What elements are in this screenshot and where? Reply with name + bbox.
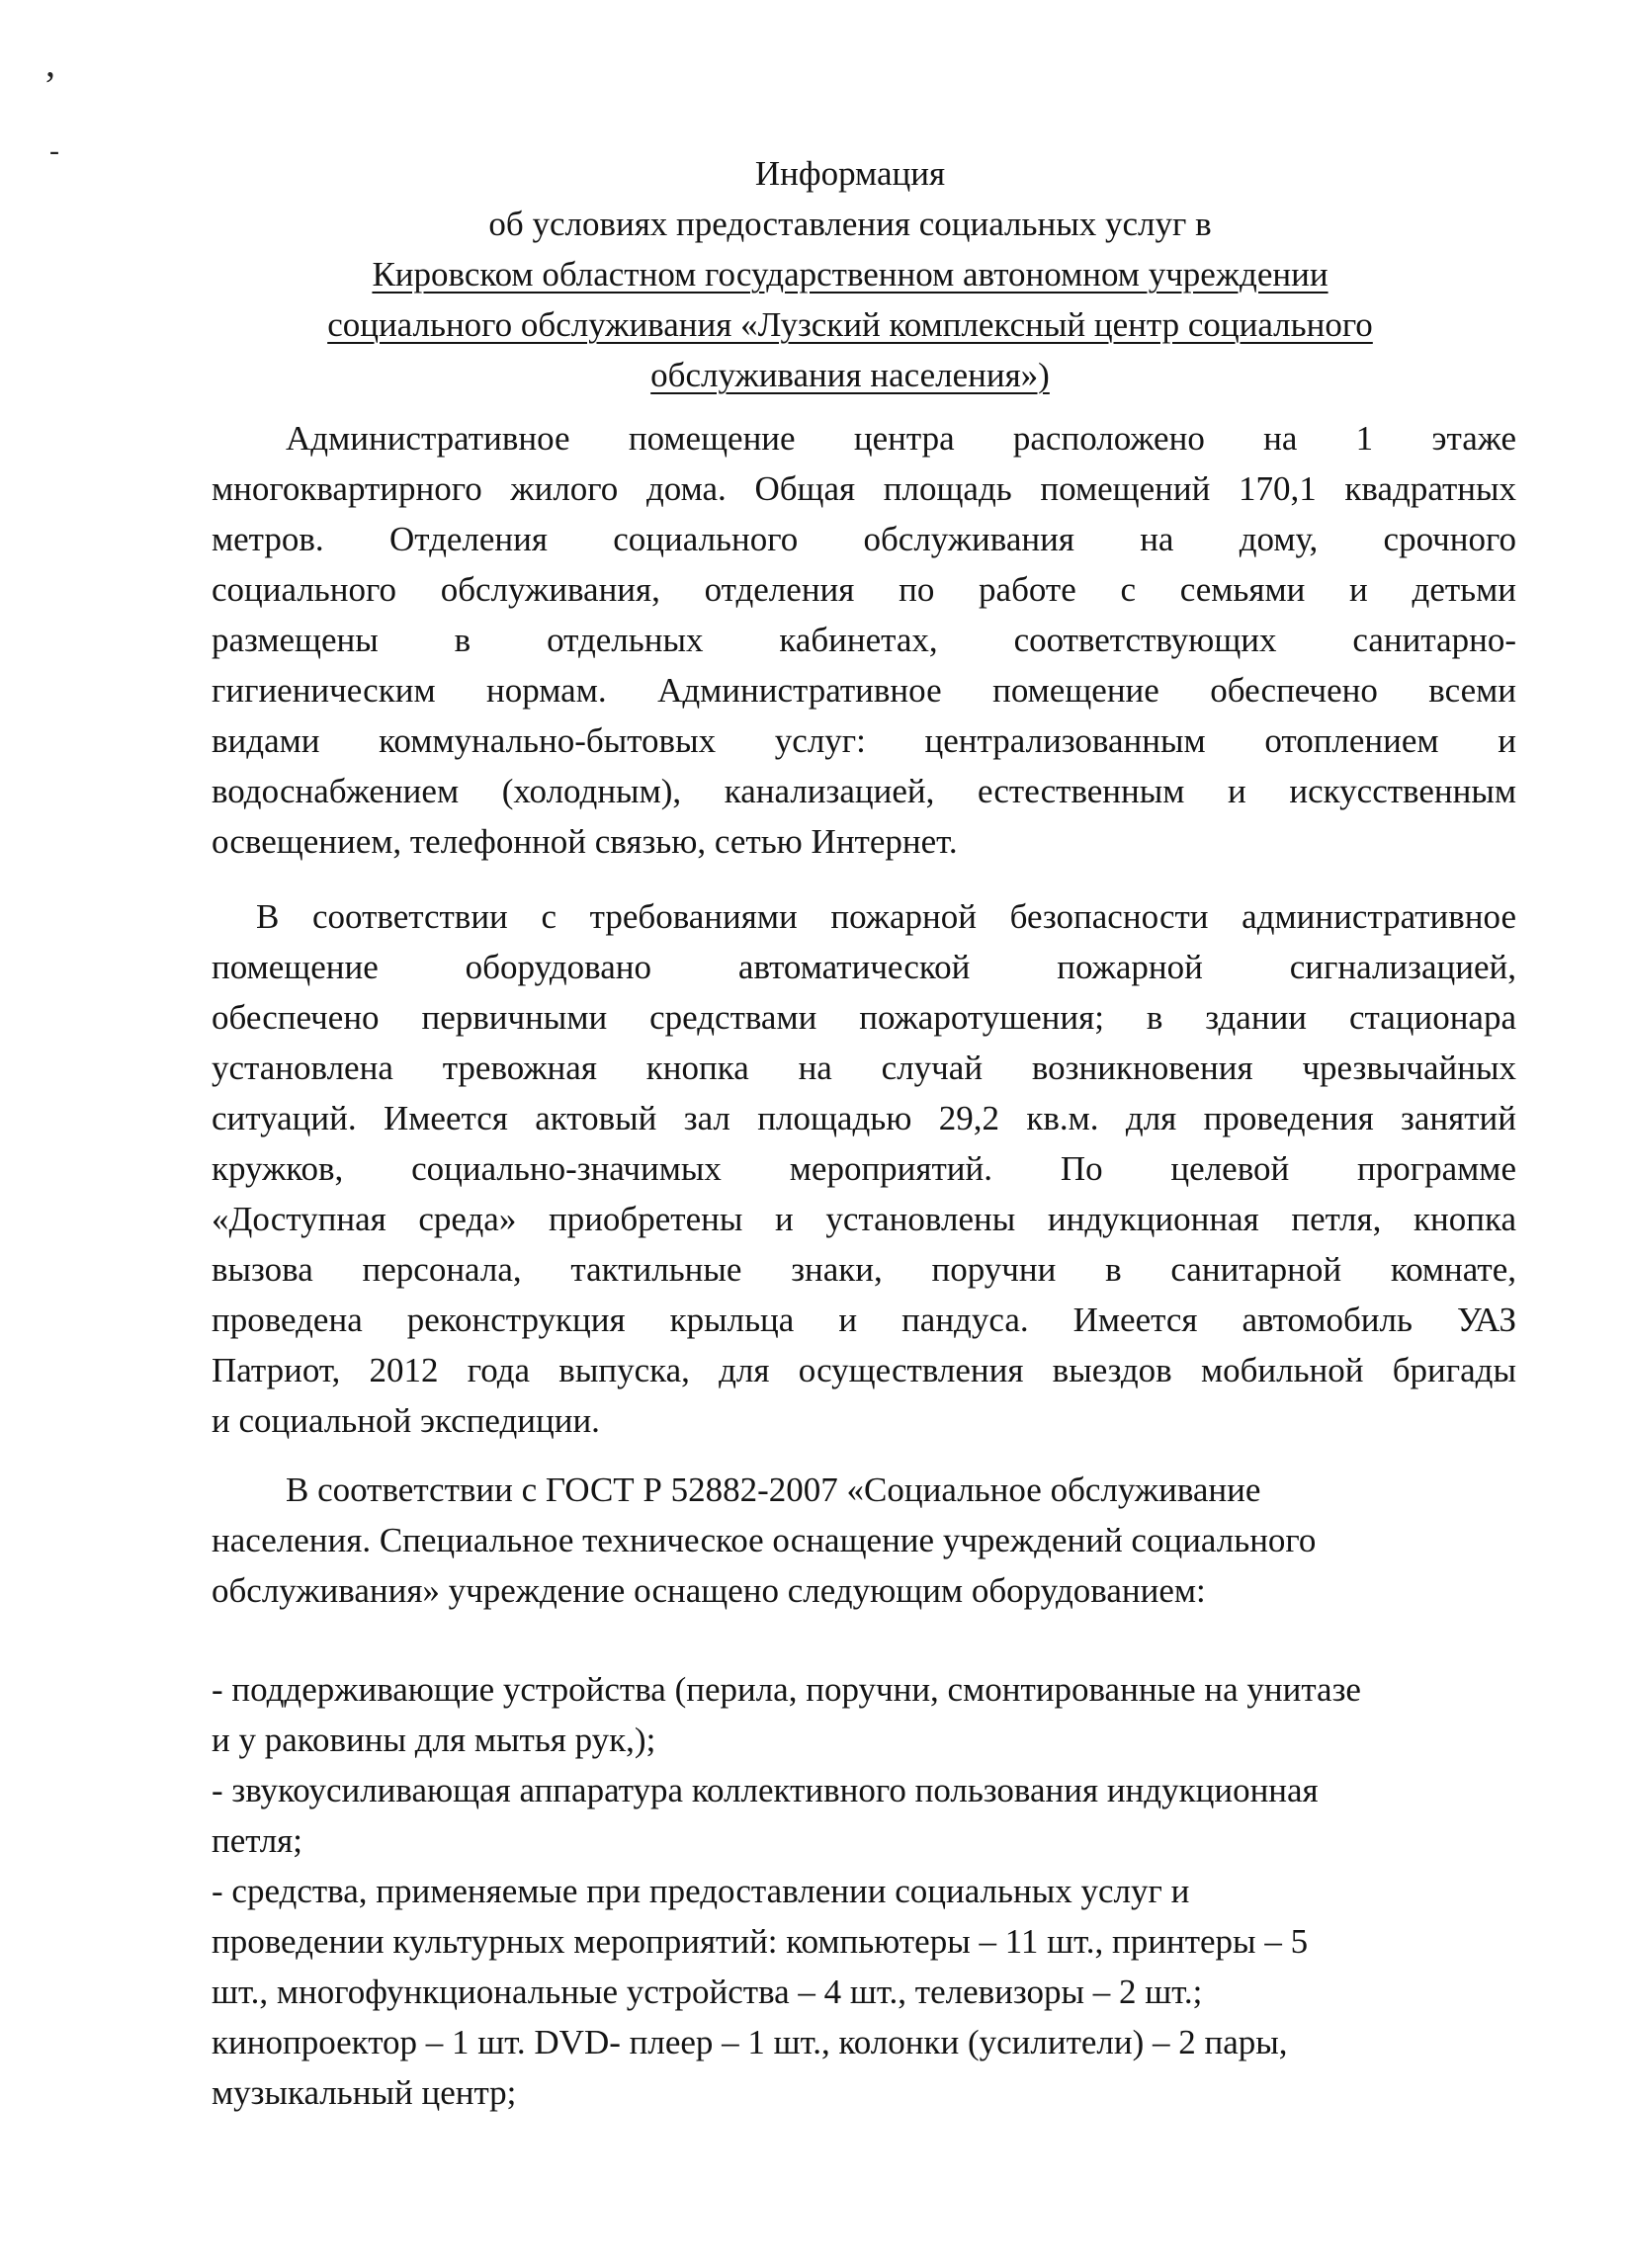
paragraph-line: видами коммунально-бытовых услуг: централизованным отоплением и xyxy=(212,721,1516,760)
header-line-3: Кировском областном государственном автономном учреждении xyxy=(372,255,1328,294)
paragraph-line: Административное помещение центра расположено на 1 этаже xyxy=(286,419,1516,458)
header-line-4: социального обслуживания «Лузский комплексный центр социального xyxy=(327,305,1373,344)
paragraph-line: установлена тревожная кнопка на случай возникновения чрезвычайных xyxy=(212,1049,1516,1087)
paragraph-line: В соответствии с требованиями пожарной безопасности административное xyxy=(256,897,1516,936)
scan-mark-comma: , xyxy=(45,41,55,85)
paragraph-line: Патриот, 2012 года выпуска, для осуществления выездов мобильной бригады xyxy=(212,1351,1516,1389)
paragraph-line: «Доступная среда» приобретены и установлены индукционная петля, кнопка xyxy=(212,1200,1516,1238)
header-line-5: обслуживания населения») xyxy=(650,356,1050,394)
list-line: проведении культурных мероприятий: компьютеры – 11 шт., принтеры – 5 xyxy=(212,1922,1309,1961)
paragraph-fire-safety xyxy=(212,891,1516,1446)
paragraph-line: размещены в отдельных кабинетах, соответствующих санитарно- xyxy=(212,621,1516,659)
list-line: - поддерживающие устройства (перила, поручни, смонтированные на унитазе xyxy=(212,1670,1361,1709)
scan-mark-dot: - xyxy=(49,134,59,167)
list-line: - звукоусиливающая аппаратура коллективного пользования индукционная xyxy=(212,1771,1319,1809)
paragraph-gost xyxy=(212,1465,1516,1616)
equipment-list xyxy=(212,1664,1516,2118)
paragraph-line: и социальной экспедиции. xyxy=(212,1401,600,1440)
header-line-2: об условиях предоставления социальных услуг в xyxy=(488,205,1212,243)
paragraph-line: помещение оборудовано автоматической пожарной сигнализацией, xyxy=(212,948,1516,986)
paragraph-line: В соответствии с ГОСТ Р 52882-2007 «Социальное обслуживание xyxy=(286,1470,1261,1509)
paragraph-line: обслуживания» учреждение оснащено следующим оборудованием: xyxy=(212,1571,1206,1610)
paragraph-line: проведена реконструкция крыльца и пандуса. Имеется автомобиль УАЗ xyxy=(212,1301,1516,1339)
list-line: шт., многофункциональные устройства – 4 шт., телевизоры – 2 шт.; xyxy=(212,1973,1203,2011)
paragraph-line: обеспечено первичными средствами пожаротушения; в здании стационара xyxy=(212,998,1516,1037)
paragraph-line: социального обслуживания, отделения по работе с семьями и детьми xyxy=(212,570,1516,609)
list-line: кинопроектор – 1 шт. DVD- плеер – 1 шт., колонки (усилители) – 2 пары, xyxy=(212,2023,1288,2061)
paragraph-line: кружков, социально-значимых мероприятий. По целевой программе xyxy=(212,1149,1516,1188)
list-line: музыкальный центр; xyxy=(212,2073,517,2112)
list-line: - средства, применяемые при предоставлении социальных услуг и xyxy=(212,1872,1190,1910)
paragraph-line: освещением, телефонной связью, сетью Интернет. xyxy=(212,822,958,861)
paragraph-line: метров. Отделения социального обслуживания на дому, срочного xyxy=(212,520,1516,558)
paragraph-line: ситуаций. Имеется актовый зал площадью 29,2 кв.м. для проведения занятий xyxy=(212,1099,1516,1137)
paragraph-line: водоснабжением (холодным), канализацией, естественным и искусственным xyxy=(212,772,1516,810)
paragraph-premises xyxy=(212,413,1516,867)
paragraph-line: многоквартирного жилого дома. Общая площадь помещений 170,1 квадратных xyxy=(212,469,1516,508)
list-line: петля; xyxy=(212,1821,302,1860)
paragraph-line: населения. Специальное техническое оснащение учреждений социального xyxy=(212,1521,1317,1559)
document-header xyxy=(198,148,1502,400)
document-title: Информация xyxy=(754,154,946,193)
paragraph-line: гигиеническим нормам. Административное помещение обеспечено всеми xyxy=(212,671,1516,710)
list-line: и у раковины для мытья рук,); xyxy=(212,1721,656,1759)
paragraph-line: вызова персонала, тактильные знаки, поручни в санитарной комнате, xyxy=(212,1250,1516,1289)
